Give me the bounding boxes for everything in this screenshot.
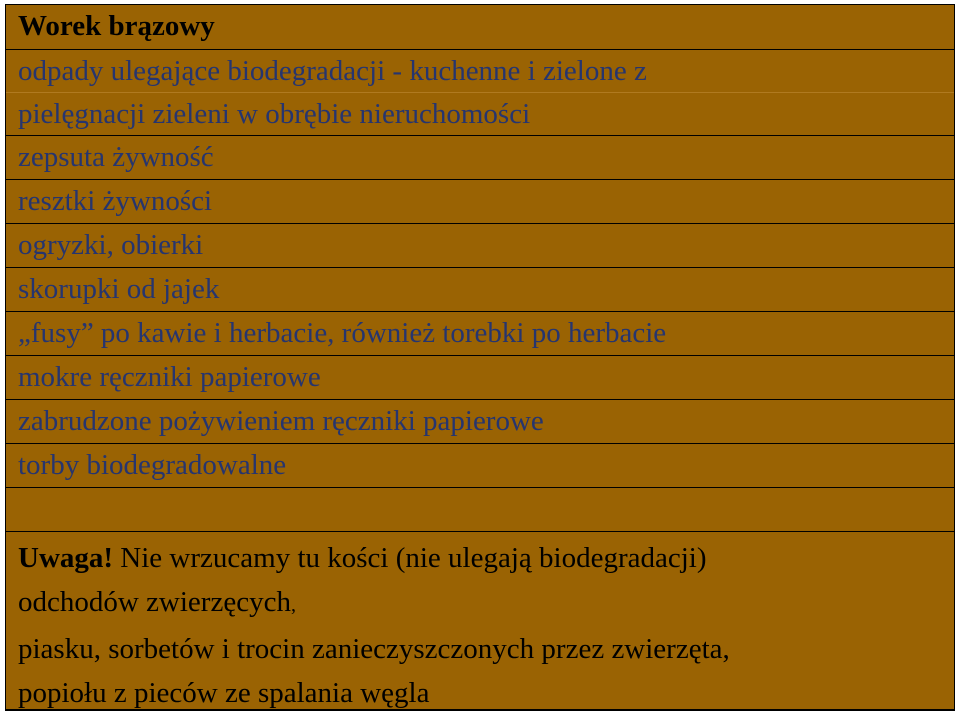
list-item xyxy=(6,180,954,224)
list-item-text: „fusy” po kawie i herbacie, również torebki po herbacie xyxy=(18,317,667,349)
empty-row xyxy=(6,488,954,532)
list-item-text: odpady ulegające biodegradacji - kuchenne i zielone z xyxy=(18,55,647,87)
waste-table xyxy=(5,4,955,711)
list-item xyxy=(6,224,954,268)
list-item-text: torby biodegradowalne xyxy=(18,449,287,481)
list-item-text: mokre ręczniki papierowe xyxy=(18,361,321,393)
list-item xyxy=(6,136,954,180)
warning-text-3: piasku, sorbetów i trocin zanieczyszczonych przez zwierzęta, xyxy=(18,633,730,665)
list-item xyxy=(6,312,954,356)
list-item-text: resztki żywności xyxy=(18,185,213,217)
warning-text-1: Nie wrzucamy tu kości (nie ulegają biodegradacji) xyxy=(113,542,707,574)
list-item xyxy=(6,50,954,93)
list-item-text: ogryzki, obierki xyxy=(18,229,204,261)
warning-line-3 xyxy=(18,627,954,671)
warning-label: Uwaga! xyxy=(18,542,114,574)
warning-line-4 xyxy=(18,671,954,715)
list-item-text: skorupki od jajek xyxy=(18,273,220,305)
list-item xyxy=(6,356,954,400)
warning-text-2: odchodów zwierzęcych xyxy=(18,586,291,618)
list-item xyxy=(6,93,954,136)
table-heading-row xyxy=(6,5,954,50)
table-heading: Worek brązowy xyxy=(18,10,215,42)
warning-text-4: popiołu z pieców ze spalania węgla xyxy=(18,677,430,709)
list-item xyxy=(6,268,954,312)
warning-line-2 xyxy=(18,580,954,627)
list-item-text: zepsuta żywność xyxy=(18,141,214,173)
list-item xyxy=(6,400,954,444)
list-item xyxy=(6,444,954,488)
list-item-text: pielęgnacji zieleni w obrębie nieruchomości xyxy=(18,98,531,130)
warning-note xyxy=(6,532,954,710)
warning-line-1 xyxy=(18,536,954,580)
list-item-text: zabrudzone pożywieniem ręczniki papierowe xyxy=(18,405,544,437)
warning-comma: , xyxy=(290,594,296,616)
